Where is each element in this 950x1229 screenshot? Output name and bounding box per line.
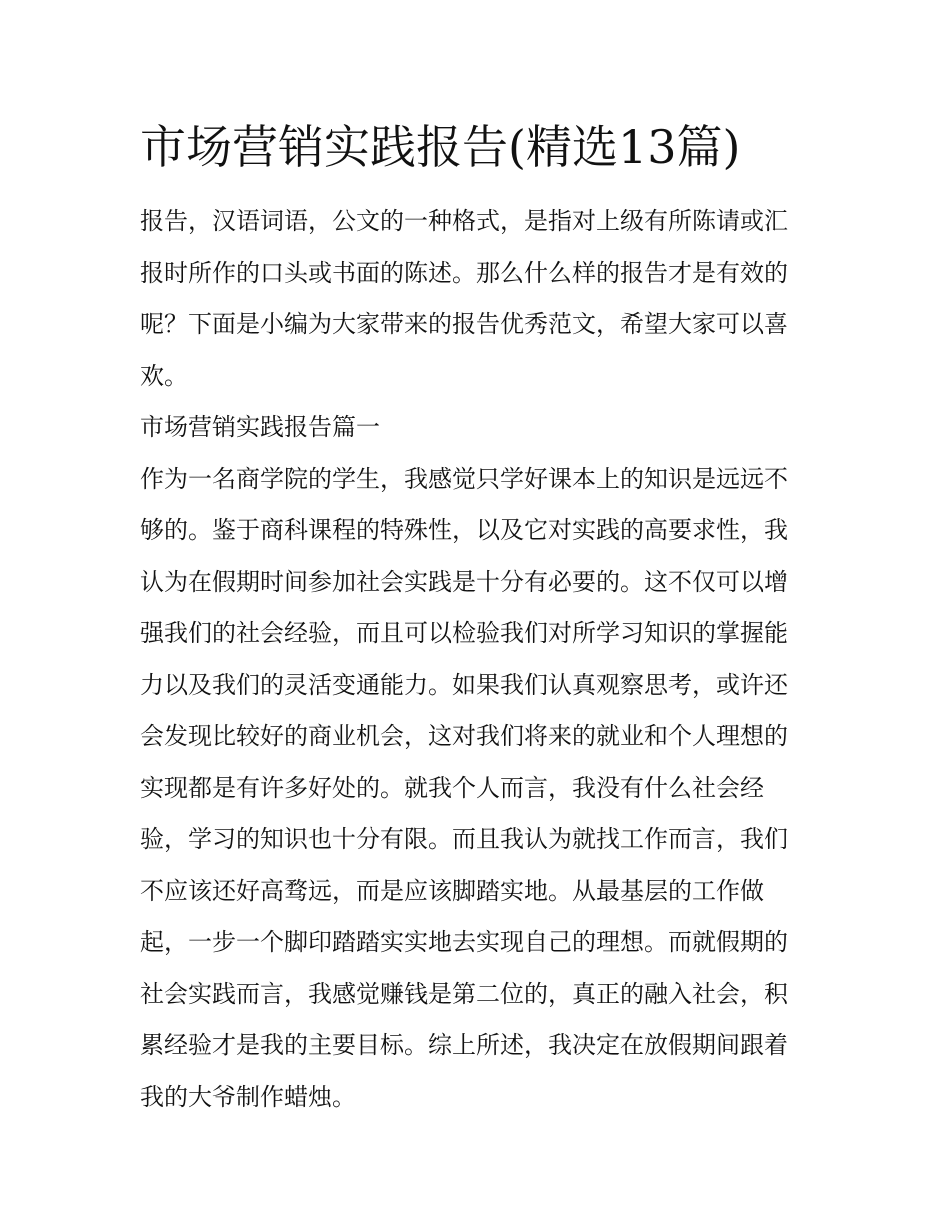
body-line-13: 我的大爷制作蜡烛。 — [140, 1082, 356, 1111]
body-line-5: 力以及我们的灵活变通能力。如果我们认真观察思考，或许还 — [140, 670, 788, 699]
intro-line-2: 报时所作的口头或书面的陈述。那么什么样的报告才是有效的 — [140, 258, 788, 287]
body-line-6: 会发现比较好的商业机会，这对我们将来的就业和个人理想的 — [140, 722, 788, 750]
body-line-12: 累经验才是我的主要目标。综上所述，我决定在放假期间跟着 — [140, 1031, 788, 1059]
body-line-3: 认为在假期时间参加社会实践是十分有必要的。这不仅可以增 — [140, 567, 788, 596]
body-line-9: 不应该还好高骛远，而是应该脚踏实地。从最基层的工作做 — [140, 876, 764, 905]
body-line-1: 作为一名商学院的学生，我感觉只学好课本上的知识是远远不 — [140, 464, 788, 493]
document-body — [140, 196, 816, 1123]
body-line-8: 验，学习的知识也十分有限。而且我认为就找工作而言，我们 — [140, 825, 788, 853]
body-line-2: 够的。鉴于商科课程的特殊性，以及它对实践的高要求性，我 — [140, 516, 788, 544]
body-line-4: 强我们的社会经验，而且可以检验我们对所学习知识的掌握能 — [140, 619, 788, 647]
document-title: 市场营销实践报告(精选13篇) — [140, 120, 741, 174]
intro-line-3: 呢？下面是小编为大家带来的报告优秀范文，希望大家可以喜 — [140, 310, 788, 338]
body-line-10: 起，一步一个脚印踏踏实实地去实现自己的理想。而就假期的 — [140, 928, 788, 956]
body-line-11: 社会实践而言，我感觉赚钱是第二位的，真正的融入社会，积 — [140, 979, 788, 1008]
section-heading: 市场营销实践报告篇一 — [140, 413, 380, 441]
body-line-7: 实现都是有许多好处的。就我个人而言，我没有什么社会经 — [140, 773, 764, 802]
intro-line-4: 欢。 — [140, 361, 188, 390]
intro-line-1: 报告，汉语词语，公文的一种格式，是指对上级有所陈请或汇 — [140, 207, 788, 235]
